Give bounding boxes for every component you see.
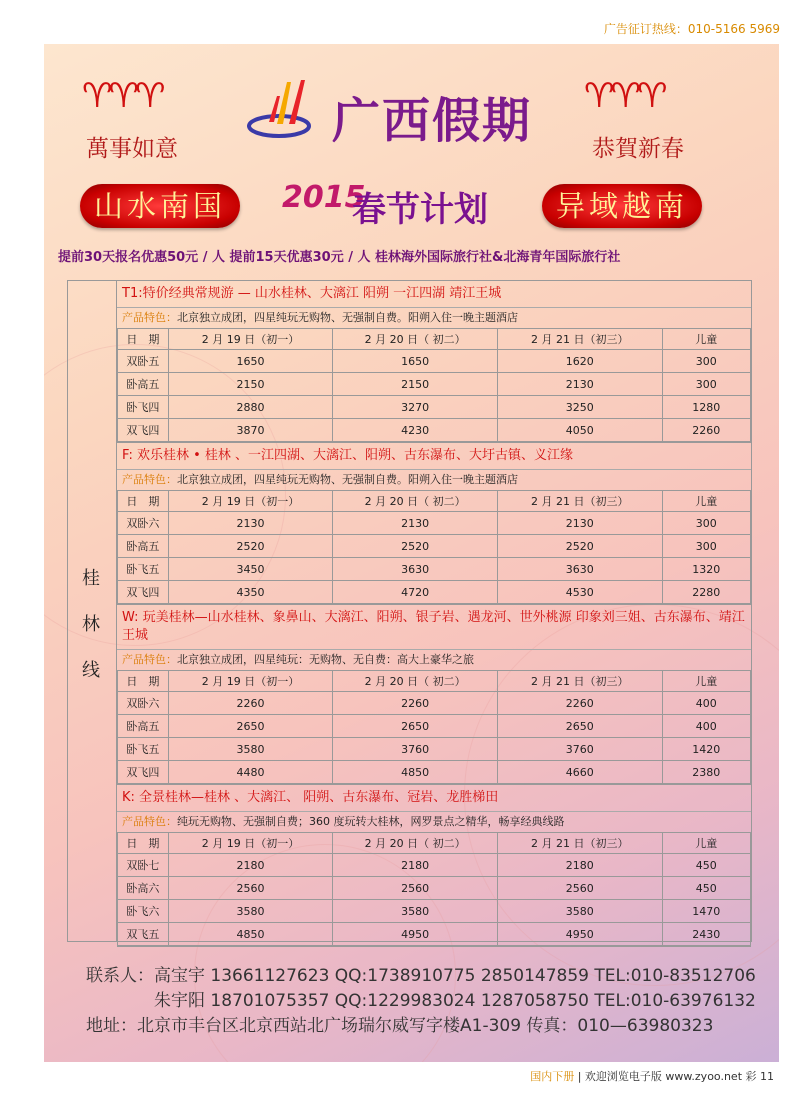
price-cell: 2150 — [333, 373, 498, 396]
route-feature — [117, 811, 751, 832]
page-footer — [530, 1068, 774, 1084]
price-cell: 2880 — [168, 396, 333, 419]
column-header: 日 期 — [118, 671, 169, 692]
price-cell: 2130 — [497, 373, 662, 396]
price-cell: 2260 — [168, 692, 333, 715]
price-cell: 2130 — [333, 512, 498, 535]
column-header: 2 月 21 日（初三） — [497, 833, 662, 854]
route-title: K: 全景桂林—桂林 、大漓江、 阳朔、古东瀑布、冠岩、龙胜梯田 — [122, 790, 499, 805]
column-header: 日 期 — [118, 833, 169, 854]
column-header: 儿童 — [662, 671, 750, 692]
price-cell: 2260 — [333, 692, 498, 715]
row-label: 双卧六 — [118, 512, 169, 535]
row-label: 卧高五 — [118, 373, 169, 396]
footer-section: 国内下册 — [530, 1070, 575, 1083]
row-label: 双卧七 — [118, 854, 169, 877]
table-row — [118, 373, 751, 396]
price-cell: 300 — [662, 350, 750, 373]
price-cell: 2260 — [662, 419, 750, 442]
row-label: 卧高五 — [118, 535, 169, 558]
column-header: 儿童 — [662, 329, 750, 350]
price-cell: 300 — [662, 512, 750, 535]
route-feature — [117, 307, 751, 328]
price-cell: 4720 — [333, 581, 498, 604]
ad-hotline: 广告征订热线：010-5166 5969 — [603, 22, 780, 36]
price-cell: 4350 — [168, 581, 333, 604]
price-cell: 2560 — [497, 877, 662, 900]
price-cell: 3580 — [168, 900, 333, 923]
table-row — [118, 512, 751, 535]
table-row — [118, 535, 751, 558]
campaign-title: 春节计划 — [352, 190, 488, 230]
price-cell: 300 — [662, 535, 750, 558]
feature-text: 北京独立成团，四星纯玩无购物、无强制自费。阳朔入住一晚主题酒店 — [177, 311, 518, 324]
price-cell: 3270 — [333, 396, 498, 419]
row-label: 卧高六 — [118, 877, 169, 900]
feature-label: 产品特色： — [122, 815, 177, 828]
brand-logo-icon — [247, 74, 319, 144]
table-row — [118, 581, 751, 604]
contact-block — [86, 964, 756, 1039]
route-title: W: 玩美桂林—山水桂林、象鼻山、大漓江、阳朔、银子岩、遇龙河、世外桃源 印象刘三姐、古东瀑布、靖江王城 — [122, 610, 745, 643]
price-grid — [117, 490, 751, 604]
price-cell: 4950 — [497, 923, 662, 946]
price-cell: 2150 — [168, 373, 333, 396]
routes — [117, 281, 751, 947]
table-row — [118, 854, 751, 877]
footer-text: | 欢迎浏览电子版 www.zyoo.net 彩 11 — [574, 1070, 774, 1083]
price-cell: 2180 — [333, 854, 498, 877]
route-feature — [117, 649, 751, 670]
price-grid — [117, 328, 751, 442]
price-cell: 4530 — [497, 581, 662, 604]
column-header: 儿童 — [662, 491, 750, 512]
table-row — [118, 761, 751, 784]
price-cell: 4850 — [168, 923, 333, 946]
contact-line-1: 联系人：高宝宇 13661127623 QQ:1738910775 2850147859 TEL:010-83512706 — [86, 966, 756, 986]
side-column — [68, 281, 117, 941]
column-header: 2 月 19 日（初一） — [168, 329, 333, 350]
route-section — [117, 605, 751, 785]
price-cell: 2560 — [168, 877, 333, 900]
route-section — [117, 443, 751, 605]
price-cell: 4950 — [333, 923, 498, 946]
side-label: 桂 林 线 — [82, 568, 100, 681]
table-row — [118, 923, 751, 946]
price-grid — [117, 670, 751, 784]
price-cell: 2180 — [168, 854, 333, 877]
promo-line: 提前30天报名优惠50元 / 人 提前15天优惠30元 / 人 桂林海外国际旅行社&北海青年国际旅行社 — [58, 250, 621, 265]
price-cell: 2650 — [497, 715, 662, 738]
price-cell: 2520 — [497, 535, 662, 558]
price-cell: 400 — [662, 715, 750, 738]
flyer-panel — [44, 44, 779, 1062]
table-row — [118, 350, 751, 373]
header — [44, 44, 779, 244]
price-cell: 2520 — [333, 535, 498, 558]
address-line: 地址：北京市丰台区北京西站北广场瑞尔威写字楼A1-309 传真：010—63980323 — [86, 1016, 714, 1036]
price-table — [67, 280, 752, 942]
price-cell: 2130 — [168, 512, 333, 535]
row-label: 卧飞六 — [118, 900, 169, 923]
route-section — [117, 785, 751, 947]
price-cell: 2130 — [497, 512, 662, 535]
price-cell: 4660 — [497, 761, 662, 784]
column-header: 2 月 20 日（ 初二） — [333, 329, 498, 350]
row-label: 双飞四 — [118, 419, 169, 442]
route-title: F: 欢乐桂林 • 桂林 、一江四湖、大漓江、阳朔、古东瀑布、大圩古镇、义江缘 — [122, 448, 574, 463]
row-label: 卧飞五 — [118, 558, 169, 581]
column-header: 日 期 — [118, 329, 169, 350]
price-cell: 3630 — [497, 558, 662, 581]
feature-label: 产品特色： — [122, 473, 177, 486]
route-feature — [117, 469, 751, 490]
column-header: 日 期 — [118, 491, 169, 512]
feature-text: 北京独立成团，四星纯玩：无购物、无自费：高大上豪华之旅 — [177, 653, 474, 666]
price-cell: 2520 — [168, 535, 333, 558]
price-cell: 2280 — [662, 581, 750, 604]
price-cell: 1320 — [662, 558, 750, 581]
price-cell: 3580 — [168, 738, 333, 761]
price-grid — [117, 832, 751, 946]
price-cell: 2650 — [168, 715, 333, 738]
table-row — [118, 900, 751, 923]
column-header: 2 月 21 日（初三） — [497, 329, 662, 350]
contact-line-2: 朱宇阳 18701075357 QQ:1229983024 1287058750 TEL:010-63976132 — [86, 991, 756, 1011]
route-title: T1:特价经典常规游 — 山水桂林、大漓江 阳朔 一江四湖 靖江王城 — [122, 286, 502, 301]
feature-label: 产品特色： — [122, 311, 177, 324]
price-cell: 1280 — [662, 396, 750, 419]
route-section — [117, 281, 751, 443]
price-cell: 4230 — [333, 419, 498, 442]
table-row — [118, 396, 751, 419]
table-row — [118, 738, 751, 761]
table-row — [118, 715, 751, 738]
column-header: 2 月 20 日（ 初二） — [333, 671, 498, 692]
price-cell: 450 — [662, 877, 750, 900]
price-cell: 400 — [662, 692, 750, 715]
price-cell: 2180 — [497, 854, 662, 877]
column-header: 2 月 20 日（ 初二） — [333, 833, 498, 854]
row-label: 双卧六 — [118, 692, 169, 715]
column-header: 2 月 19 日（初一） — [168, 491, 333, 512]
grid-header-row — [118, 329, 751, 350]
table-row — [118, 558, 751, 581]
price-cell: 4050 — [497, 419, 662, 442]
column-header: 2 月 19 日（初一） — [168, 833, 333, 854]
pill-left: 山水南国 — [80, 184, 240, 228]
sheep-left-icon: ♈♈♈ — [82, 76, 162, 116]
column-header: 2 月 20 日（ 初二） — [333, 491, 498, 512]
table-row — [118, 419, 751, 442]
column-header: 2 月 21 日（初三） — [497, 491, 662, 512]
price-cell: 2650 — [333, 715, 498, 738]
price-cell: 1620 — [497, 350, 662, 373]
row-label: 双飞四 — [118, 581, 169, 604]
feature-text: 北京独立成团，四星纯玩无购物、无强制自费。阳朔入住一晚主题酒店 — [177, 473, 518, 486]
price-cell: 3580 — [497, 900, 662, 923]
price-cell: 2380 — [662, 761, 750, 784]
row-label: 双飞五 — [118, 923, 169, 946]
campaign-year: 2015 — [282, 180, 366, 215]
price-cell: 3760 — [497, 738, 662, 761]
price-cell: 450 — [662, 854, 750, 877]
price-cell: 1470 — [662, 900, 750, 923]
greeting-left: 萬事如意 — [86, 136, 178, 162]
price-cell: 4850 — [333, 761, 498, 784]
price-cell: 3870 — [168, 419, 333, 442]
price-cell: 2430 — [662, 923, 750, 946]
price-cell: 2260 — [497, 692, 662, 715]
feature-label: 产品特色： — [122, 653, 177, 666]
price-cell: 1650 — [168, 350, 333, 373]
row-label: 卧飞四 — [118, 396, 169, 419]
price-cell: 3760 — [333, 738, 498, 761]
table-row — [118, 877, 751, 900]
sheep-right-icon: ♈♈♈ — [584, 76, 664, 116]
price-cell: 300 — [662, 373, 750, 396]
price-cell: 3250 — [497, 396, 662, 419]
price-cell: 3580 — [333, 900, 498, 923]
row-label: 双卧五 — [118, 350, 169, 373]
row-label: 卧飞五 — [118, 738, 169, 761]
grid-header-row — [118, 671, 751, 692]
pill-right: 异域越南 — [542, 184, 702, 228]
brand-title: 广西假期 — [332, 93, 533, 149]
price-cell: 3450 — [168, 558, 333, 581]
price-cell: 4480 — [168, 761, 333, 784]
column-header: 2 月 21 日（初三） — [497, 671, 662, 692]
price-cell: 1420 — [662, 738, 750, 761]
price-cell: 3630 — [333, 558, 498, 581]
row-label: 双飞四 — [118, 761, 169, 784]
price-cell: 2560 — [333, 877, 498, 900]
feature-text: 纯玩无购物、无强制自费；360 度玩转大桂林，网罗景点之精华，畅享经典线路 — [177, 815, 565, 828]
table-row — [118, 692, 751, 715]
price-cell: 1650 — [333, 350, 498, 373]
greeting-right: 恭賀新春 — [592, 136, 684, 162]
grid-header-row — [118, 833, 751, 854]
grid-header-row — [118, 491, 751, 512]
row-label: 卧高五 — [118, 715, 169, 738]
column-header: 儿童 — [662, 833, 750, 854]
column-header: 2 月 19 日（初一） — [168, 671, 333, 692]
